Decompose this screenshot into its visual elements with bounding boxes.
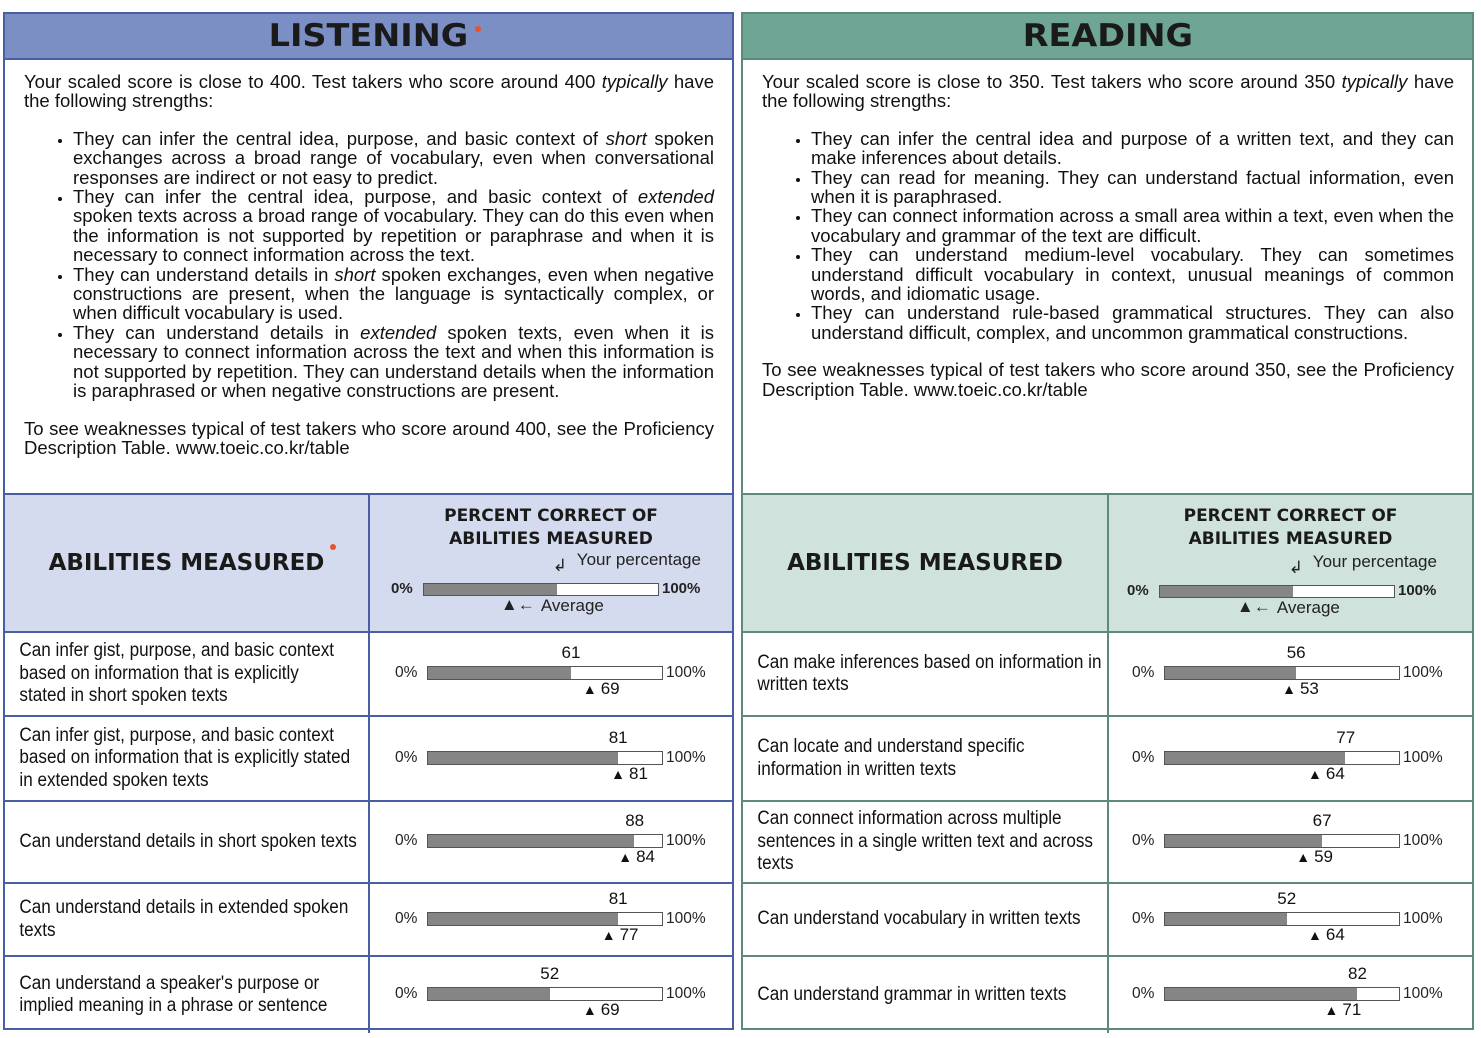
listening-bar-hundred-label: 100% <box>666 910 706 927</box>
listening-ability-label-line: Can understand details in extended spoken <box>19 897 349 918</box>
reading-average-value: 59 <box>1314 847 1334 866</box>
reading-strength-text-a: They can infer the central idea and purpose of a written text, and they can make inferences about details. <box>811 127 1454 169</box>
listening-average-marker <box>583 679 620 699</box>
reading-strength-item <box>811 206 1454 245</box>
listening-ability-label-cell <box>5 633 368 715</box>
average-triangle-icon: ▲ <box>601 927 616 943</box>
reading-bar-hundred-label: 100% <box>1403 910 1443 927</box>
listening-legend-bar-fill <box>424 584 557 595</box>
listening-ability-label-cell <box>5 957 368 1033</box>
reading-average-value: 64 <box>1325 925 1345 944</box>
listening-bar-fill-your-percentage <box>428 667 571 679</box>
reading-bar-fill-your-percentage <box>1165 752 1345 764</box>
listening-bar-zero-label: 0% <box>395 985 418 1002</box>
listening-ability-label-line: in extended spoken texts <box>19 769 209 791</box>
reading-strengths-list <box>762 129 1454 342</box>
reading-bar-hundred-label: 100% <box>1403 832 1443 849</box>
reading-bar-track <box>1164 666 1400 680</box>
listening-legend-bar <box>423 583 659 596</box>
reading-ability-label-line: information in written texts <box>757 758 957 780</box>
reading-your-percentage-value: 67 <box>1312 811 1332 830</box>
reading-outro: To see weaknesses typical of test takers who score around 350, see the Proficiency Description Table. www.toeic.co.kr/table <box>762 359 1454 400</box>
reading-bar-zero-label: 0% <box>1132 749 1155 766</box>
reading-percent-title <box>1109 505 1472 551</box>
reading-legend-hundred: 100% <box>1398 582 1437 599</box>
reading-ability-bar-cell <box>1107 884 1472 955</box>
listening-bar-zero-label: 0% <box>395 664 418 681</box>
reading-table-header <box>743 493 1472 631</box>
reading-bar-zero-label: 0% <box>1132 832 1155 849</box>
reading-percent-title-line2: ABILITIES MEASURED <box>1188 529 1393 549</box>
listening-strength-text-a: They can understand details in <box>73 321 361 343</box>
listening-average-marker <box>583 1000 620 1020</box>
listening-bar-hundred-label: 100% <box>666 749 706 766</box>
listening-strength-item <box>73 187 714 265</box>
listening-legend-hundred: 100% <box>662 580 701 597</box>
listening-strength-item <box>73 323 714 401</box>
listening-strength-item <box>73 129 714 187</box>
listening-header <box>5 14 732 60</box>
reading-bar-track <box>1164 751 1400 765</box>
listening-bar-fill-your-percentage <box>428 913 618 925</box>
reading-ability-bar-cell <box>1107 633 1472 715</box>
listening-panel <box>3 12 734 1030</box>
reading-ability-label-line: texts <box>757 853 794 875</box>
reading-your-percentage-value: 52 <box>1277 889 1297 908</box>
orange-dot-icon <box>475 26 481 32</box>
reading-strength-item <box>811 303 1454 342</box>
listening-bar-fill-your-percentage <box>428 988 550 1000</box>
listening-bar-fill-your-percentage <box>428 835 634 847</box>
listening-ability-bar-cell <box>368 884 732 955</box>
reading-ability-label-line: written texts <box>757 674 849 695</box>
listening-percent-title <box>370 505 732 551</box>
listening-abilities-title: ABILITIES MEASURED <box>49 550 325 576</box>
reading-strength-item <box>811 168 1454 207</box>
listening-strength-text-a: They can infer the central idea, purpose, and basic context of <box>73 127 606 149</box>
listening-ability-row <box>5 882 732 955</box>
reading-your-percentage-value: 56 <box>1286 643 1306 662</box>
listening-bar-hundred-label: 100% <box>666 985 706 1002</box>
reading-description <box>743 60 1472 482</box>
listening-ability-bar-cell <box>368 717 732 800</box>
reading-ability-row <box>743 631 1472 715</box>
reading-average-marker <box>1325 1000 1362 1020</box>
reading-percent-title-line1: PERCENT CORRECT OF <box>1183 506 1398 526</box>
listening-strength-text-a: They can infer the central idea, purpose, and basic context of <box>73 186 638 208</box>
listening-ability-label-line: Can infer gist, purpose, and basic context <box>19 640 335 662</box>
listening-ability-label <box>5 973 335 1018</box>
listening-average-marker <box>611 764 648 784</box>
reading-ability-bar-cell <box>1107 717 1472 800</box>
reading-ability-label-cell <box>743 717 1107 800</box>
listening-average-value: 69 <box>600 1000 620 1019</box>
reading-ability-row <box>743 715 1472 800</box>
reading-legend-avg-arrow-icon: ▲← <box>1236 597 1271 616</box>
reading-average-marker <box>1308 764 1345 784</box>
reading-bar-fill-your-percentage <box>1165 835 1322 847</box>
listening-bar-zero-label: 0% <box>395 910 418 927</box>
reading-strength-item <box>811 245 1454 303</box>
reading-bar-hundred-label: 100% <box>1403 664 1443 681</box>
listening-strength-emphasis: extended <box>360 321 437 343</box>
reading-your-percentage-value: 77 <box>1336 728 1356 747</box>
listening-table-header <box>5 493 732 631</box>
reading-average-value: 53 <box>1299 679 1319 698</box>
average-triangle-icon: ▲ <box>618 849 633 865</box>
reading-strength-text-a: They can read for meaning. They can understand factual information, even when it is paraphrased. <box>811 166 1454 208</box>
reading-average-marker <box>1308 925 1345 945</box>
listening-average-marker <box>602 925 639 945</box>
listening-ability-label-line: Can understand a speaker's purpose or <box>19 972 320 994</box>
reading-bar-zero-label: 0% <box>1132 664 1155 681</box>
listening-strength-emphasis: short <box>334 263 376 285</box>
listening-ability-label <box>5 725 357 793</box>
reading-ability-bar-cell <box>1107 957 1472 1033</box>
reading-legend-bar <box>1159 585 1395 598</box>
listening-bar-zero-label: 0% <box>395 832 418 849</box>
listening-ability-label-cell <box>5 884 368 955</box>
reading-ability-label <box>743 908 1088 931</box>
listening-ability-label-line: Can understand details in short spoken texts <box>19 830 357 852</box>
listening-legend-zero: 0% <box>391 580 413 597</box>
listening-percent-title-line1: PERCENT CORRECT OF <box>444 506 658 526</box>
reading-strength-text-a: They can understand medium-level vocabulary. They can sometimes understand difficult vocabulary in context, unusual meanings of common words, and idiomatic usage. <box>811 244 1454 305</box>
reading-ability-label-line: Can make inferences based on information in <box>757 651 1102 673</box>
reading-bar-zero-label: 0% <box>1132 910 1155 927</box>
reading-legend-bar-fill <box>1160 586 1293 597</box>
reading-ability-label-line: Can understand grammar in written texts <box>757 983 1067 1005</box>
listening-bar-track <box>427 987 663 1001</box>
listening-ability-label-cell <box>5 802 368 882</box>
reading-ability-label-line: Can understand vocabulary in written texts <box>757 908 1081 930</box>
reading-average-value: 64 <box>1325 764 1345 783</box>
listening-description <box>5 60 732 482</box>
average-triangle-icon: ▲ <box>611 766 626 782</box>
listening-ability-bar-cell <box>368 633 732 715</box>
average-triangle-icon: ▲ <box>1308 927 1322 943</box>
reading-ability-label <box>743 736 1032 781</box>
listening-ability-label-line: Can infer gist, purpose, and basic context <box>19 724 335 746</box>
listening-bar-zero-label: 0% <box>395 749 418 766</box>
reading-bar-track <box>1164 912 1400 926</box>
reading-bar-zero-label: 0% <box>1132 985 1155 1002</box>
listening-ability-label-line: implied meaning in a phrase or sentence <box>19 995 328 1016</box>
reading-ability-label-line: Can connect information across multiple <box>757 808 1062 830</box>
average-triangle-icon: ▲ <box>582 1002 597 1018</box>
listening-ability-label-line: based on information that is explicitly stated <box>19 747 351 769</box>
reading-title: READING <box>1022 18 1193 54</box>
reading-bar-hundred-label: 100% <box>1403 749 1443 766</box>
listening-your-percentage-value: 81 <box>608 728 628 747</box>
listening-ability-label <box>5 897 356 942</box>
reading-average-marker <box>1296 847 1333 867</box>
average-triangle-icon: ▲ <box>582 681 597 697</box>
listening-percent-title-line2: ABILITIES MEASURED <box>449 529 653 549</box>
reading-average-marker <box>1282 679 1319 699</box>
listening-average-value: 84 <box>636 847 656 866</box>
listening-your-percentage-value: 52 <box>540 964 560 983</box>
reading-panel <box>741 12 1474 1030</box>
reading-average-value: 71 <box>1342 1000 1362 1019</box>
listening-your-percentage-value: 61 <box>561 643 581 662</box>
reading-abilities-table <box>743 493 1472 1028</box>
reading-ability-row <box>743 800 1472 882</box>
reading-ability-label-cell <box>743 633 1107 715</box>
reading-ability-label <box>743 808 1100 876</box>
listening-strength-text-b: spoken texts across a broad range of vocabulary. They can do this even when the information is not supported by repetition or paraphrase and when it is necessary to connect information across the text. <box>73 205 714 266</box>
reading-bar-fill-your-percentage <box>1165 667 1296 679</box>
listening-bar-track <box>427 912 663 926</box>
listening-strength-item <box>73 265 714 323</box>
listening-strength-text-a: They can understand details in <box>73 263 335 285</box>
listening-strength-text-b: spoken exchanges, even when negative constructions are present, when the language is syntactically complex, or when difficult vocabulary is used. <box>73 263 715 324</box>
listening-legend-your-arrow-icon: ↲ <box>552 556 568 575</box>
listening-your-percentage-value: 88 <box>625 811 645 830</box>
listening-strength-emphasis: short <box>605 127 647 149</box>
listening-ability-bar-cell <box>368 957 732 1033</box>
listening-legend-avg-arrow-icon: ▲← <box>500 595 535 614</box>
reading-bar-hundred-label: 100% <box>1403 985 1443 1002</box>
reading-strength-item <box>811 129 1454 168</box>
listening-bar-track <box>427 666 663 680</box>
reading-ability-bar-cell <box>1107 802 1472 882</box>
reading-abilities-title: ABILITIES MEASURED <box>787 550 1063 576</box>
reading-ability-label-cell <box>743 957 1107 1033</box>
reading-bar-fill-your-percentage <box>1165 988 1357 1000</box>
listening-ability-label-cell <box>5 717 368 800</box>
listening-ability-label-line: based on information that is explicitly <box>19 662 299 684</box>
listening-your-percentage-value: 81 <box>608 889 628 908</box>
listening-bar-track <box>427 751 663 765</box>
reading-your-percentage-value: 82 <box>1348 964 1367 983</box>
reading-ability-row <box>743 882 1472 955</box>
listening-strength-text-b: spoken exchanges across a broad range of vocabulary, even when conversational responses are indirect or not easy to predict. <box>73 127 715 188</box>
reading-legend-zero: 0% <box>1127 582 1149 599</box>
reading-percent-header-cell <box>1107 495 1472 631</box>
listening-average-value: 81 <box>629 764 648 783</box>
listening-bar-hundred-label: 100% <box>666 832 706 849</box>
reading-strength-text-a: They can connect information across a small area within a text, even when the vocabulary and grammar of the text are difficult. <box>811 205 1454 246</box>
listening-ability-bar-cell <box>368 802 732 882</box>
orange-dot-icon <box>330 544 336 550</box>
listening-bar-track <box>427 834 663 848</box>
average-triangle-icon: ▲ <box>1324 1002 1339 1018</box>
listening-ability-label <box>5 831 364 854</box>
listening-bar-fill-your-percentage <box>428 752 618 764</box>
reading-strength-text-a: They can understand rule-based grammatical structures. They can also understand difficult, complex, and uncommon grammatical constructions. <box>811 302 1454 343</box>
reading-ability-label <box>743 984 1073 1007</box>
reading-ability-label-line: sentences in a single written text and across <box>757 830 1093 852</box>
listening-ability-label-line: stated in short spoken texts <box>19 685 228 707</box>
listening-strength-emphasis: extended <box>637 186 714 208</box>
listening-abilities-header-cell <box>5 495 368 631</box>
reading-ability-label-line: Can locate and understand specific <box>757 736 1025 757</box>
listening-bar-hundred-label: 100% <box>666 664 706 681</box>
reading-ability-label-cell <box>743 884 1107 955</box>
reading-ability-label <box>743 652 1109 697</box>
listening-ability-row <box>5 955 732 1033</box>
reading-legend-your-label: Your percentage <box>1312 552 1437 571</box>
reading-bar-track <box>1164 834 1400 848</box>
listening-average-marker <box>618 847 655 867</box>
reading-ability-row <box>743 955 1472 1033</box>
listening-strengths-list <box>24 129 714 401</box>
listening-strength-text-b: spoken texts, even when it is necessary to connect information across the text and when this information is not supported by repetition. They can understand details when the information is paraphrased or when negative constructions are present. <box>73 321 714 402</box>
listening-ability-row <box>5 800 732 882</box>
reading-bar-track <box>1164 987 1400 1001</box>
average-triangle-icon: ▲ <box>1282 681 1296 697</box>
listening-outro: To see weaknesses typical of test takers who score around 400, see the Proficiency Description Table. www.toeic.co.kr/table <box>24 417 714 458</box>
average-triangle-icon: ▲ <box>1296 849 1311 865</box>
listening-ability-label-line: texts <box>19 919 56 941</box>
listening-average-value: 69 <box>600 679 620 698</box>
listening-intro: Your scaled score is close to 400. Test takers who score around 400 typically have the following strengths: <box>24 71 714 112</box>
average-triangle-icon: ▲ <box>1308 766 1322 782</box>
reading-abilities-header-cell <box>743 495 1107 631</box>
reading-header <box>743 14 1472 60</box>
listening-title: LISTENING <box>268 18 469 54</box>
reading-legend-avg-label: Average <box>1276 598 1340 617</box>
listening-abilities-table <box>5 493 732 1028</box>
reading-bar-fill-your-percentage <box>1165 913 1287 925</box>
listening-legend-avg-label: Average <box>540 596 604 615</box>
reading-legend-your-arrow-icon: ↲ <box>1288 558 1304 577</box>
listening-legend-your-label: Your percentage <box>576 550 701 569</box>
listening-ability-row <box>5 715 732 800</box>
listening-average-value: 77 <box>619 925 639 944</box>
listening-ability-row <box>5 631 732 715</box>
listening-percent-header-cell <box>368 495 732 631</box>
reading-intro: Your scaled score is close to 350. Test takers who score around 350 typically have the following strengths: <box>762 71 1454 112</box>
reading-ability-label-cell <box>743 802 1107 882</box>
listening-ability-label <box>5 640 341 708</box>
